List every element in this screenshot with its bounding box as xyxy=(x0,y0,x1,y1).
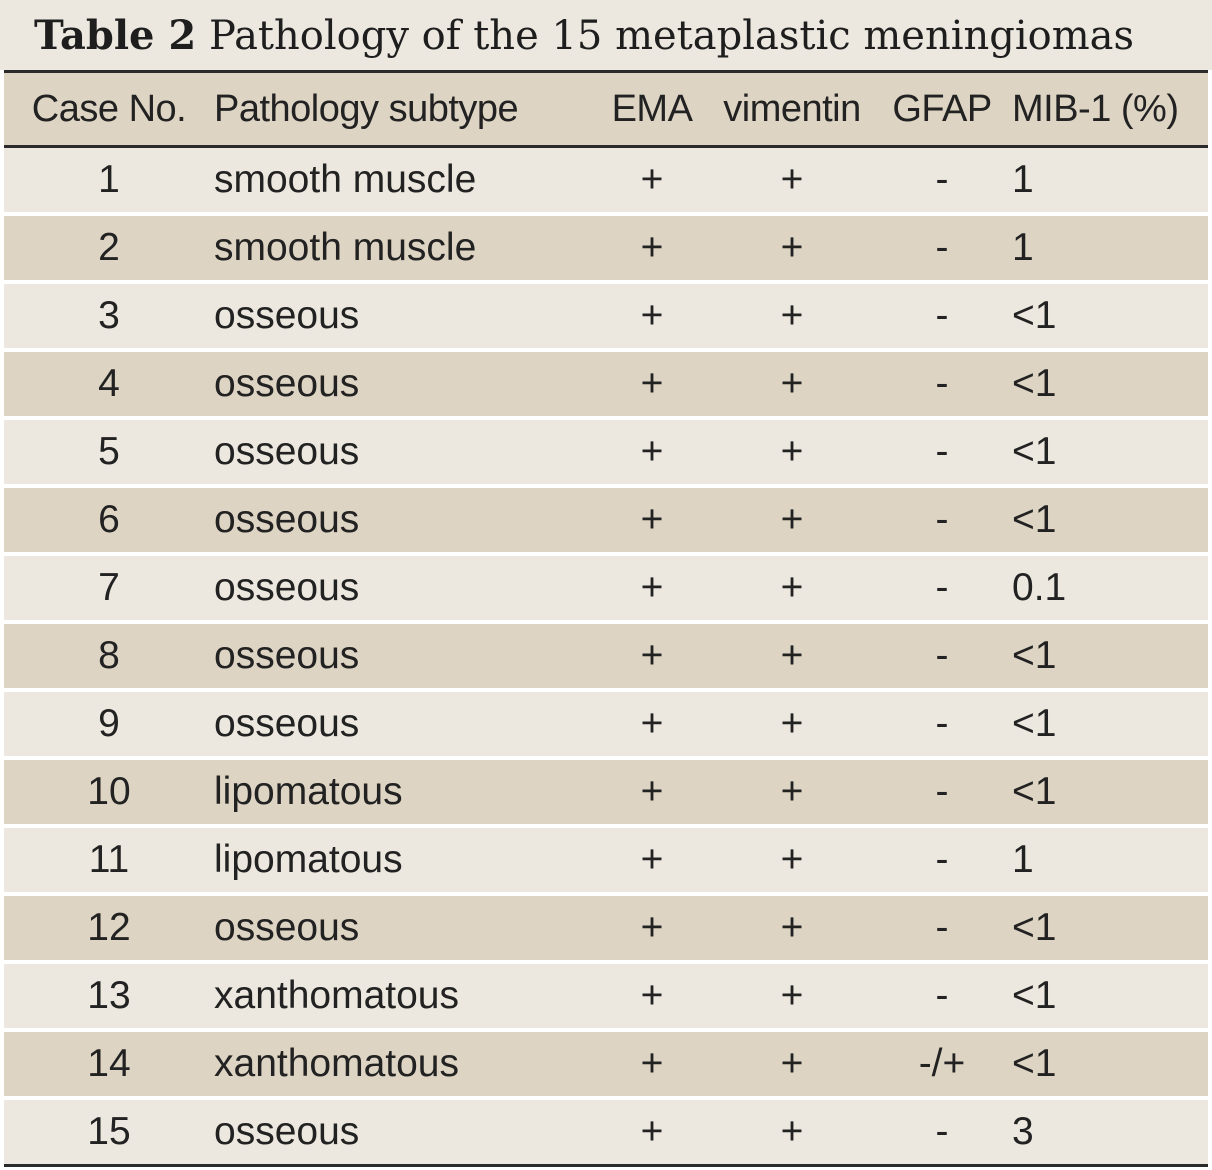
table-row xyxy=(4,350,1208,418)
cell-ema: + xyxy=(592,418,712,486)
table-number: Table 2 xyxy=(34,12,197,59)
table-row xyxy=(4,962,1208,1030)
pathology-table xyxy=(4,73,1208,1167)
header-mib-1: MIB-1 (%) xyxy=(1012,73,1208,147)
cell-mib-1: 1 xyxy=(1012,826,1208,894)
cell-pathology-subtype: smooth muscle xyxy=(214,147,592,215)
cell-gfap: - xyxy=(872,622,1012,690)
cell-vimentin: + xyxy=(712,826,872,894)
cell-pathology-subtype: xanthomatous xyxy=(214,1030,592,1098)
cell-case-no: 13 xyxy=(4,962,214,1030)
cell-gfap: -/+ xyxy=(872,1030,1012,1098)
cell-mib-1: <1 xyxy=(1012,894,1208,962)
header-case-no: Case No. xyxy=(4,73,214,147)
cell-case-no: 6 xyxy=(4,486,214,554)
cell-mib-1: 1 xyxy=(1012,214,1208,282)
cell-mib-1: 1 xyxy=(1012,147,1208,215)
cell-gfap: - xyxy=(872,418,1012,486)
cell-mib-1: <1 xyxy=(1012,622,1208,690)
table-row xyxy=(4,1030,1208,1098)
cell-vimentin: + xyxy=(712,962,872,1030)
cell-pathology-subtype: smooth muscle xyxy=(214,214,592,282)
cell-pathology-subtype: osseous xyxy=(214,486,592,554)
cell-ema: + xyxy=(592,147,712,215)
cell-mib-1: 3 xyxy=(1012,1098,1208,1166)
cell-case-no: 7 xyxy=(4,554,214,622)
cell-ema: + xyxy=(592,554,712,622)
cell-ema: + xyxy=(592,1030,712,1098)
cell-mib-1: <1 xyxy=(1012,486,1208,554)
header-pathology-subtype: Pathology subtype xyxy=(214,73,592,147)
cell-mib-1: <1 xyxy=(1012,962,1208,1030)
cell-ema: + xyxy=(592,690,712,758)
table-row xyxy=(4,486,1208,554)
cell-case-no: 3 xyxy=(4,282,214,350)
cell-case-no: 15 xyxy=(4,1098,214,1166)
table-row xyxy=(4,554,1208,622)
cell-vimentin: + xyxy=(712,1030,872,1098)
cell-case-no: 5 xyxy=(4,418,214,486)
cell-case-no: 14 xyxy=(4,1030,214,1098)
cell-pathology-subtype: osseous xyxy=(214,418,592,486)
cell-ema: + xyxy=(592,1098,712,1166)
cell-case-no: 10 xyxy=(4,758,214,826)
cell-mib-1: 0.1 xyxy=(1012,554,1208,622)
cell-gfap: - xyxy=(872,894,1012,962)
cell-case-no: 1 xyxy=(4,147,214,215)
cell-ema: + xyxy=(592,962,712,1030)
cell-case-no: 4 xyxy=(4,350,214,418)
table-row xyxy=(4,282,1208,350)
table-row xyxy=(4,622,1208,690)
cell-mib-1: <1 xyxy=(1012,282,1208,350)
cell-gfap: - xyxy=(872,962,1012,1030)
cell-gfap: - xyxy=(872,554,1012,622)
table-title xyxy=(0,0,1212,70)
cell-vimentin: + xyxy=(712,282,872,350)
cell-pathology-subtype: lipomatous xyxy=(214,758,592,826)
cell-gfap: - xyxy=(872,690,1012,758)
table-row xyxy=(4,1098,1208,1166)
table-row xyxy=(4,214,1208,282)
table-body xyxy=(4,147,1208,1166)
cell-vimentin: + xyxy=(712,554,872,622)
cell-gfap: - xyxy=(872,486,1012,554)
cell-mib-1: <1 xyxy=(1012,1030,1208,1098)
header-gfap: GFAP xyxy=(872,73,1012,147)
table-row xyxy=(4,758,1208,826)
table-row xyxy=(4,418,1208,486)
header-row xyxy=(4,73,1208,147)
cell-mib-1: <1 xyxy=(1012,690,1208,758)
cell-gfap: - xyxy=(872,826,1012,894)
cell-pathology-subtype: xanthomatous xyxy=(214,962,592,1030)
table-caption: Pathology of the 15 metaplastic meningiomas xyxy=(208,13,1135,59)
cell-vimentin: + xyxy=(712,147,872,215)
table-row xyxy=(4,147,1208,215)
cell-case-no: 9 xyxy=(4,690,214,758)
cell-mib-1: <1 xyxy=(1012,758,1208,826)
cell-gfap: - xyxy=(872,214,1012,282)
cell-vimentin: + xyxy=(712,214,872,282)
cell-pathology-subtype: osseous xyxy=(214,350,592,418)
table-row xyxy=(4,894,1208,962)
cell-pathology-subtype: osseous xyxy=(214,554,592,622)
cell-pathology-subtype: osseous xyxy=(214,690,592,758)
table-row xyxy=(4,690,1208,758)
cell-vimentin: + xyxy=(712,758,872,826)
cell-pathology-subtype: osseous xyxy=(214,622,592,690)
cell-vimentin: + xyxy=(712,350,872,418)
cell-ema: + xyxy=(592,826,712,894)
cell-pathology-subtype: osseous xyxy=(214,1098,592,1166)
cell-pathology-subtype: osseous xyxy=(214,894,592,962)
cell-gfap: - xyxy=(872,282,1012,350)
cell-ema: + xyxy=(592,894,712,962)
cell-ema: + xyxy=(592,486,712,554)
header-vimentin: vimentin xyxy=(712,73,872,147)
cell-case-no: 11 xyxy=(4,826,214,894)
cell-mib-1: <1 xyxy=(1012,418,1208,486)
cell-case-no: 12 xyxy=(4,894,214,962)
cell-gfap: - xyxy=(872,1098,1012,1166)
cell-ema: + xyxy=(592,758,712,826)
cell-gfap: - xyxy=(872,758,1012,826)
header-ema: EMA xyxy=(592,73,712,147)
cell-vimentin: + xyxy=(712,894,872,962)
cell-ema: + xyxy=(592,282,712,350)
cell-ema: + xyxy=(592,214,712,282)
cell-vimentin: + xyxy=(712,622,872,690)
cell-mib-1: <1 xyxy=(1012,350,1208,418)
cell-pathology-subtype: osseous xyxy=(214,282,592,350)
cell-ema: + xyxy=(592,350,712,418)
cell-case-no: 8 xyxy=(4,622,214,690)
cell-ema: + xyxy=(592,622,712,690)
cell-pathology-subtype: lipomatous xyxy=(214,826,592,894)
cell-vimentin: + xyxy=(712,1098,872,1166)
cell-gfap: - xyxy=(872,350,1012,418)
cell-vimentin: + xyxy=(712,486,872,554)
cell-case-no: 2 xyxy=(4,214,214,282)
cell-vimentin: + xyxy=(712,690,872,758)
table-row xyxy=(4,826,1208,894)
cell-gfap: - xyxy=(872,147,1012,215)
cell-vimentin: + xyxy=(712,418,872,486)
